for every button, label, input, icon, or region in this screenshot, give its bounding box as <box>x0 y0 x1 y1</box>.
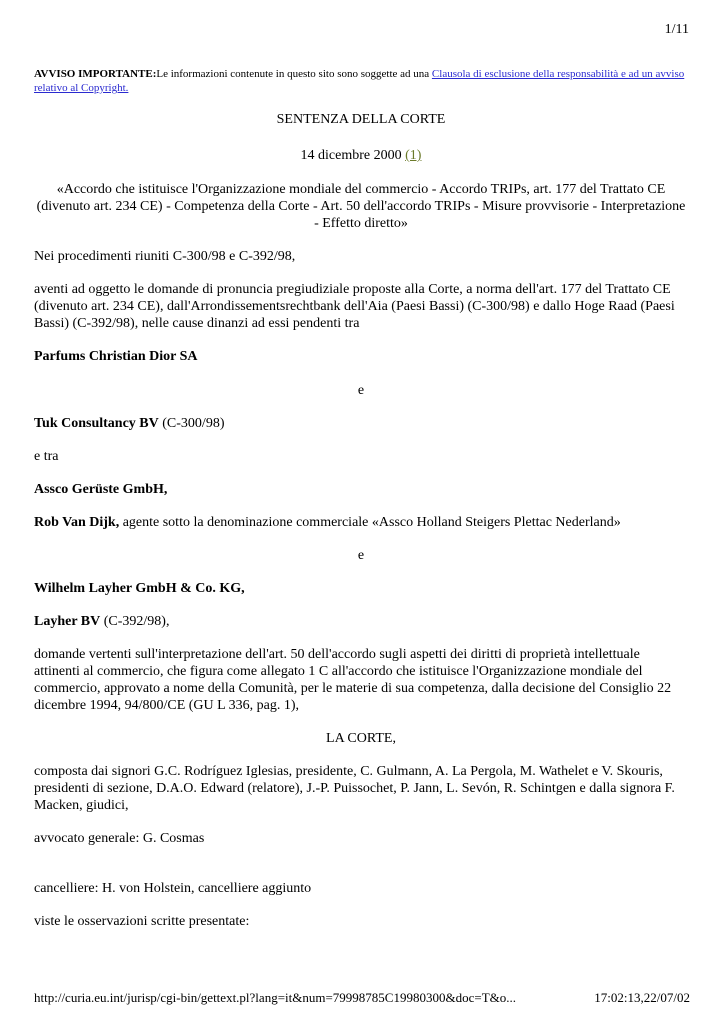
subject-heading: «Accordo che istituisce l'Organizzazione mondiale del commercio - Accordo TRIPs, art. 177 del Trattato CE (divenuto art. 234 CE) - Competenza della Corte - Art. 50 dell'accordo TRIPs - Misure provvisorie - Interpretazione - Effetto diretto» <box>36 182 686 231</box>
party-layher-bv-name: Layher BV <box>34 614 101 629</box>
disclaimer-link[interactable]: Clausola di esclusione della responsabilità e ad un avviso relativo al Copyright. <box>34 68 685 94</box>
conjunction-e-2: e <box>357 548 365 563</box>
party-layher-bv <box>34 613 688 630</box>
party-van-dijk-desc: agente sotto la denominazione commerciale «Assco Holland Steigers Plettac Nederland» <box>119 515 621 530</box>
notice-label: AVVISO IMPORTANTE: <box>34 68 157 80</box>
footer-url: http://curia.eu.int/jurisp/cgi-bin/gettext.pl?lang=it&num=79998785C19980300&doc=T&o... <box>34 990 516 1005</box>
judgment-date <box>34 147 688 164</box>
party-tuk-name: Tuk Consultancy BV <box>34 416 159 431</box>
party-dior: Parfums Christian Dior SA <box>34 349 198 364</box>
party-layher-gmbh: Wilhelm Layher GmbH & Co. KG, <box>34 581 245 596</box>
footnote-link[interactable]: (1) <box>405 148 422 163</box>
notice-text: Le informazioni contenute in questo sito sono soggette ad una <box>156 68 432 80</box>
reference-paragraph: aventi ad oggetto le domande di pronuncia pregiudiziale proposte alla Corte, a norma dell'art. 177 del Trattato CE (divenuto art. 234 CE), dall'Arrondissementsrechtbank dell'Aia (Paesi Bassi) (C-300/98) e dallo Hoge Raad (Paesi Bassi) (C-392/98), nelle cause dinanzi ad essi pendenti tra <box>34 282 675 331</box>
judgment-title: SENTENZA DELLA CORTE <box>276 112 446 127</box>
judgment-body <box>34 111 688 930</box>
party-assco: Assco Gerüste GmbH, <box>34 482 168 497</box>
court-heading: LA CORTE, <box>326 731 396 746</box>
party-van-dijk-name: Rob Van Dijk, <box>34 515 120 530</box>
written-observations: viste le osservazioni scritte presentate: <box>34 914 250 929</box>
page-number: 1/11 <box>664 22 689 37</box>
party-layher-bv-case: (C-392/98), <box>100 614 170 629</box>
court-composition: composta dai signori G.C. Rodríguez Iglesias, presidente, C. Gulmann, A. La Pergola, M. Wathelet e V. Skouris, presidenti di sezione, D.A.O. Edward (relatore), J.-P. Puissochet, P. Jann, L. Sevón, R. Schintgen e dalla signora F. Macken, giudici, <box>34 764 675 813</box>
subject-matter-paragraph: domande vertenti sull'interpretazione dell'art. 50 dell'accordo sugli aspetti dei diritti di proprietà intellettuale attinenti al commercio, che figura come allegato 1 C all'accordo che istituisce l'Organizzazione mondiale del commercio, approvato a nome della Comunità, per le materie di sua competenza, dalla decisione del Consiglio 22 dicembre 1994, 94/800/CE (GU L 336, pag. 1), <box>34 647 672 713</box>
registrar: cancelliere: H. von Holstein, cancelliere aggiunto <box>34 881 312 896</box>
page-footer <box>34 990 690 1006</box>
party-tuk <box>34 415 688 432</box>
important-notice <box>34 67 686 95</box>
conjunction-e-1: e <box>357 383 365 398</box>
conjunction-e-tra: e tra <box>34 449 59 464</box>
date-text: 14 dicembre 2000 <box>300 148 406 163</box>
party-van-dijk <box>34 514 688 531</box>
footer-timestamp: 17:02:13,22/07/02 <box>594 990 690 1005</box>
joined-cases: Nei procedimenti riuniti C-300/98 e C-392/98, <box>34 249 296 264</box>
party-tuk-case: (C-300/98) <box>158 416 225 431</box>
advocate-general: avvocato generale: G. Cosmas <box>34 831 205 846</box>
